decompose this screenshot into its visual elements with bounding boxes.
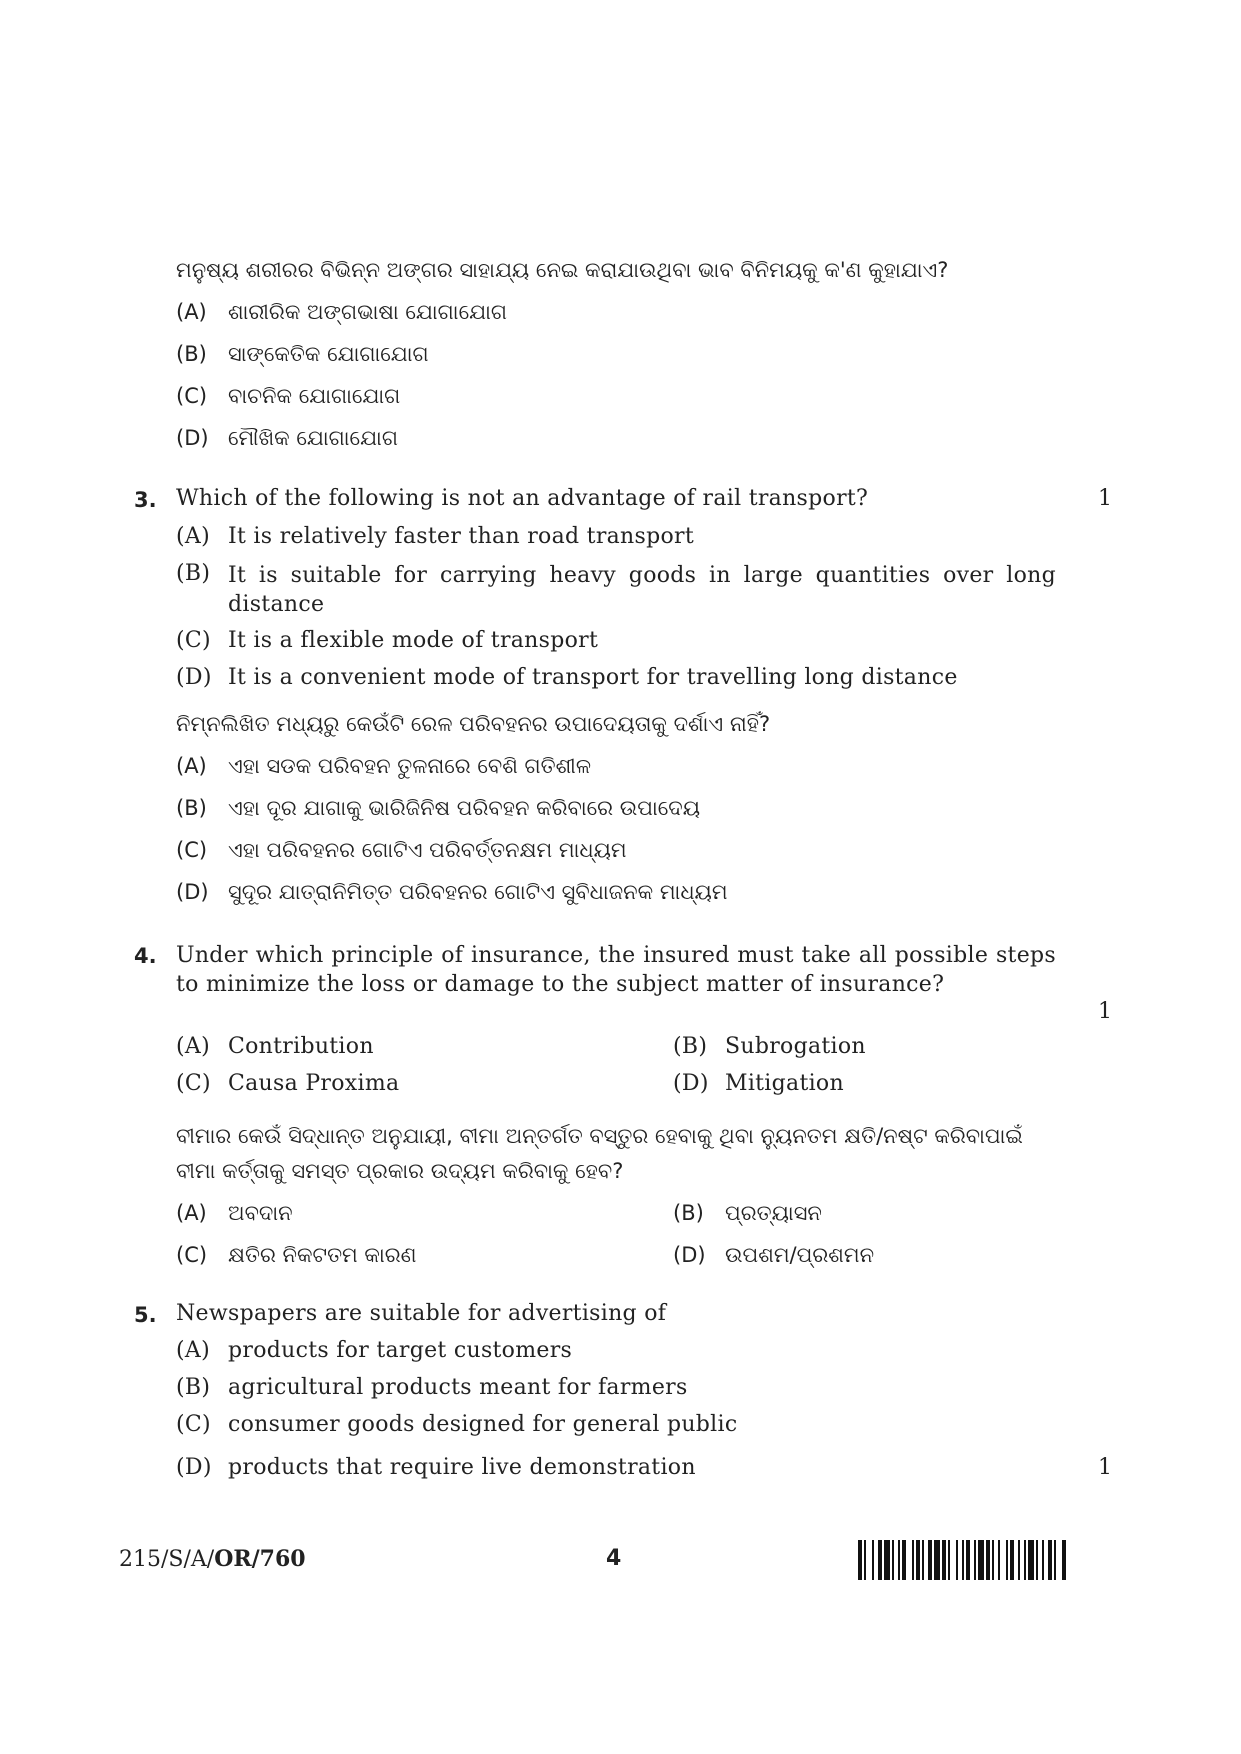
q2-odia-option-c: (C) ବାଚନିକ ଯୋଗାଯୋଗ bbox=[176, 384, 401, 408]
q4-odia-option-d: (D) ଉପଶମ/ପ୍ରଶମନ bbox=[673, 1243, 875, 1267]
q4-marks: 1 bbox=[1098, 999, 1112, 1024]
q5-option-b: (B) agricultural products meant for farmers bbox=[176, 1375, 688, 1400]
q2-odia-option-a: (A) ଶାରୀରିକ ଅଙ୍ଗଭାଷା ଯୋଗାଯୋଗ bbox=[176, 300, 507, 324]
q3-marks: 1 bbox=[1098, 486, 1112, 511]
q3-odia-question: ନିମ୍ନଲିଖିତ ମଧ୍ୟରୁ କେଉଁଟି ରେଳ ପରିବହନର ଉପାଦେୟତାକୁ ଦର୍ଶାଏ ନାହିଁ? bbox=[176, 712, 771, 736]
q3-option-a: (A) It is relatively faster than road transport bbox=[176, 524, 694, 549]
q5-question: Newspapers are suitable for advertising of bbox=[176, 1301, 667, 1326]
q4-odia-question: ବୀମାର କେଉଁ ସିଦ୍ଧାନ୍ତ ଅନୁଯାୟୀ, ବୀମା ଅନ୍ତର୍ଗତ ବସ୍ତୁର ହେବାକୁ ଥିବା ନ୍ୟୁନତମ କ୍ଷତି/ନଷ୍ଟ କରିବାପାଇଁ ବୀମା କର୍ତ୍ତାକୁ ସମସ୍ତ ପ୍ରକାର ଉଦ୍ୟମ କରିବାକୁ ହେବ? bbox=[176, 1124, 1023, 1183]
barcode bbox=[858, 1540, 1120, 1580]
q3-option-c: (C) It is a flexible mode of transport bbox=[176, 628, 599, 653]
q3-option-d: (D) It is a convenient mode of transport for travelling long distance bbox=[176, 665, 958, 690]
paper-code: 215/S/A/OR/760 bbox=[119, 1546, 306, 1572]
page-number: 4 bbox=[606, 1546, 622, 1571]
q3-odia-option-d: (D) ସୁଦୂର ଯାତ୍ରାନିମିତ୍ତ ପରିବହନର ଗୋଟିଏ ସୁବିଧାଜନକ ମାଧ୍ୟମ bbox=[176, 880, 728, 904]
q4-odia-option-a: (A) ଅବଦାନ bbox=[176, 1201, 293, 1225]
q2-odia-option-d: (D) ମୌଖିକ ଯୋଗାଯୋଗ bbox=[176, 426, 398, 450]
q5-option-c: (C) consumer goods designed for general public bbox=[176, 1412, 738, 1437]
q5-marks: 1 bbox=[1098, 1455, 1112, 1480]
q3-option-b: (B) It is suitable for carrying heavy goods in large quantities over long distance bbox=[176, 561, 1056, 617]
q5-number: 5. bbox=[134, 1303, 157, 1327]
q2-odia-option-b: (B) ସାଙ୍କେତିକ ଯୋଗାଯୋଗ bbox=[176, 342, 429, 366]
q4-option-b: (B) Subrogation bbox=[673, 1034, 866, 1059]
q3-odia-option-c: (C) ଏହା ପରିବହନର ଗୋଟିଏ ପରିବର୍ତ୍ତନକ୍ଷମ ମାଧ୍ୟମ bbox=[176, 838, 627, 862]
q4-option-a: (A) Contribution bbox=[176, 1034, 374, 1059]
q3-question: Which of the following is not an advantage of rail transport? bbox=[176, 486, 869, 511]
q4-question: Under which principle of insurance, the insured must take all possible steps to minimize the loss or damage to the subject matter of insurance? bbox=[176, 943, 1056, 997]
q4-option-c: (C) Causa Proxima bbox=[176, 1071, 400, 1096]
q4-option-d: (D) Mitigation bbox=[673, 1071, 844, 1096]
q2-odia-question: ମନୁଷ୍ୟ ଶରୀରର ବିଭିନ୍ନ ଅଙ୍ଗର ସାହାଯ୍ୟ ନେଇ କରାଯାଉଥିବା ଭାବ ବିନିମୟକୁ କ'ଣ କୁହାଯାଏ? bbox=[176, 258, 949, 282]
q3-odia-option-b: (B) ଏହା ଦୂର ଯାଗାକୁ ଭାରିଜିନିଷ ପରିବହନ କରିବାରେ ଉପାଦେୟ bbox=[176, 796, 701, 820]
q4-odia-option-b: (B) ପ୍ରତ୍ୟାସନ bbox=[673, 1201, 822, 1225]
q5-option-d: (D) products that require live demonstration bbox=[176, 1455, 696, 1480]
q5-option-a: (A) products for target customers bbox=[176, 1338, 573, 1363]
barcode-bar bbox=[1066, 1540, 1068, 1580]
q4-number: 4. bbox=[134, 944, 157, 968]
q3-odia-option-a: (A) ଏହା ସଡକ ପରିବହନ ତୁଳନାରେ ବେଶି ଗତିଶୀଳ bbox=[176, 754, 591, 778]
q3-number: 3. bbox=[134, 488, 157, 512]
q4-odia-option-c: (C) କ୍ଷତିର ନିକଟତମ କାରଣ bbox=[176, 1243, 417, 1267]
